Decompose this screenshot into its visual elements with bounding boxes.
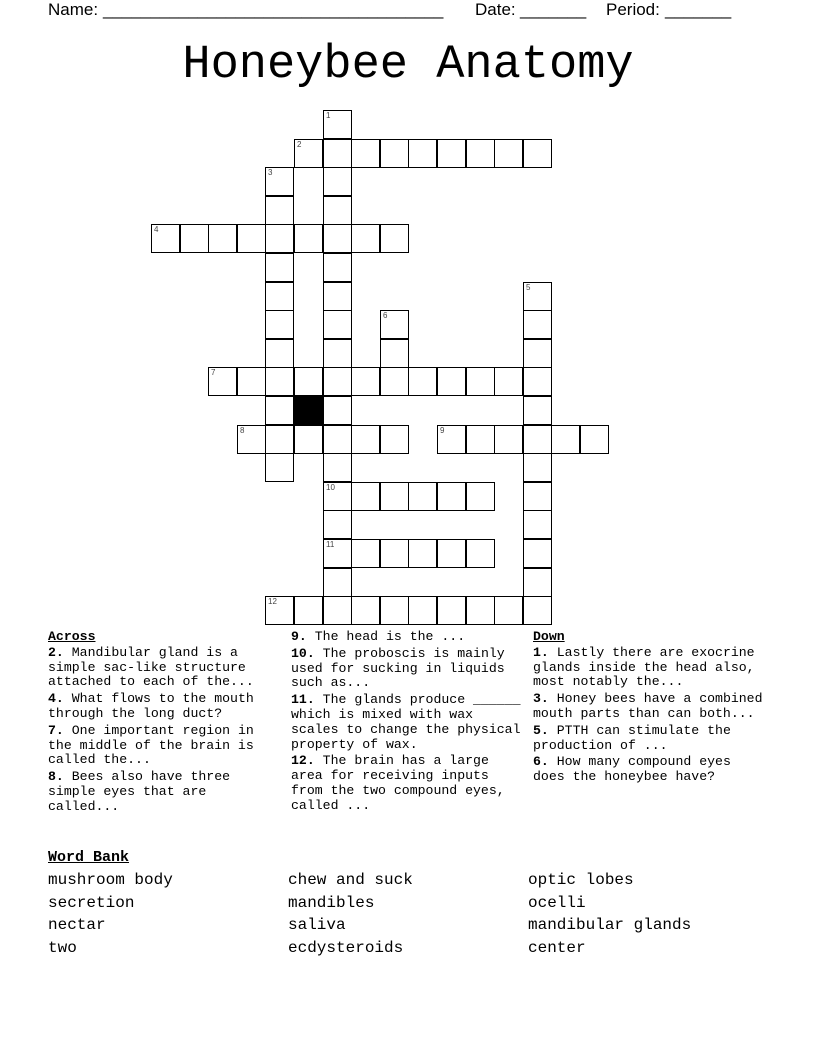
crossword-cell[interactable] [265,367,294,396]
clue-number: 3 [268,168,273,177]
clue-across-2: 2. Mandibular gland is a simple sac-like structure attached to each of the... [48,644,254,690]
crossword-cell[interactable] [351,139,380,168]
crossword-cell[interactable] [466,139,495,168]
period-field[interactable]: _______ [665,0,732,19]
word-bank-heading: Word Bank [48,849,130,866]
crossword-cell[interactable] [351,539,380,568]
clue-across-4: 4. What flows to the mouth through the long duct? [48,691,254,721]
clue-number: 12 [268,597,277,606]
crossword-cell[interactable] [351,596,380,625]
crossword-cell[interactable] [237,425,266,454]
crossword-cell[interactable] [265,196,294,225]
crossword-cell[interactable] [294,425,323,454]
word-bank-item: nectar [48,916,106,934]
crossword-cell[interactable] [323,510,352,539]
crossword-cell[interactable] [180,224,209,253]
crossword-cell[interactable] [523,367,552,396]
word-bank-item: ocelli [528,894,586,912]
clue-number: 4 [154,225,159,234]
crossword-cell[interactable] [323,310,352,339]
crossword-cell[interactable] [523,282,552,311]
crossword-cell[interactable] [466,596,495,625]
crossword-cell[interactable] [323,539,352,568]
date-field[interactable]: _______ [520,0,587,19]
crossword-cell[interactable] [265,596,294,625]
word-bank-item: mandibles [288,894,375,912]
clue-number: 1 [326,111,331,120]
clue-number: 9 [440,426,445,435]
period-label: Period: [606,0,660,19]
crossword-cell[interactable] [208,224,237,253]
crossword-cell[interactable] [323,596,352,625]
crossword-cell[interactable] [408,367,437,396]
crossword-cell[interactable] [237,367,266,396]
crossword-cell[interactable] [437,367,466,396]
crossword-cell[interactable] [380,425,409,454]
word-bank-item: saliva [288,916,346,934]
clue-down-5: 5. PTTH can stimulate the production of ... [533,722,731,753]
page-title: Honeybee Anatomy [182,39,634,92]
date-label: Date: [475,0,516,19]
across-heading: Across [48,629,96,644]
crossword-cell[interactable] [523,510,552,539]
crossword-cell[interactable] [294,367,323,396]
crossword-cell[interactable] [523,596,552,625]
crossword-cell[interactable] [523,453,552,482]
crossword-cell[interactable] [408,539,437,568]
across-clues [48,630,280,817]
clue-number: 2 [297,140,302,149]
crossword-cell[interactable] [523,339,552,368]
crossword-cell[interactable] [580,425,609,454]
crossword-cell[interactable] [265,396,294,425]
crossword-cell[interactable] [494,139,523,168]
crossword-cell[interactable] [351,425,380,454]
crossword-cell[interactable] [265,310,294,339]
word-bank-item: center [528,939,586,957]
crossword-cell[interactable] [265,425,294,454]
crossword-cell[interactable] [323,253,352,282]
clue-across-8: 8. Bees also have three simple eyes that are called... [48,769,231,814]
clue-down-3: 3. Honey bees have a combined mouth parts than can both... [533,691,763,721]
clue-number: 11 [326,540,335,549]
crossword-cell[interactable] [380,482,409,511]
crossword-cell[interactable] [237,224,266,253]
crossword-cell[interactable] [466,367,495,396]
word-bank-item: secretion [48,894,135,912]
crossword-cell[interactable] [323,396,352,425]
name-field[interactable]: ____________________________________ [103,0,444,19]
crossword-cell[interactable] [437,539,466,568]
crossword-cell[interactable] [323,167,352,196]
word-bank-item: chew and suck [288,871,413,889]
clue-number: 10 [326,483,335,492]
crossword-cell[interactable] [437,482,466,511]
crossword-cell[interactable] [523,539,552,568]
crossword-cell[interactable] [380,339,409,368]
clue-number: 5 [526,283,531,292]
crossword-cell[interactable] [351,482,380,511]
crossword-cell[interactable] [380,367,409,396]
crossword-cell[interactable] [408,139,437,168]
crossword-cell[interactable] [208,367,237,396]
crossword-cell[interactable] [294,596,323,625]
crossword-cell[interactable] [437,596,466,625]
crossword-cell[interactable] [151,224,180,253]
clue-across-11: 11. The glands produce ______ which is mixed with wax scales to change the physical property of wax. [291,692,521,752]
crossword-cell[interactable] [523,396,552,425]
crossword-cell[interactable] [408,482,437,511]
crossword-cell[interactable] [323,453,352,482]
crossword-cell[interactable] [523,568,552,597]
down-clues [533,630,768,787]
word-bank-item: ecdysteroids [288,939,404,957]
crossword-cell[interactable] [351,367,380,396]
crossword-cell[interactable] [380,224,409,253]
crossword-cell[interactable] [323,224,352,253]
crossword-cell[interactable] [351,224,380,253]
crossword-cell[interactable] [466,425,495,454]
crossword-cell[interactable] [265,167,294,196]
word-bank-item: two [48,939,77,957]
clue-across-7: 7. One important region in the middle of the brain is called the... [48,722,254,768]
crossword-cell[interactable] [323,482,352,511]
clue-across-12: 12. The brain has a large area for receiving inputs from the two compound eyes, called ... [291,753,505,813]
crossword-cell[interactable] [437,139,466,168]
crossword-cell[interactable] [323,339,352,368]
black-square [294,396,323,425]
clue-across-10: 10. The proboscis is mainly used for sucking in liquids such as... [291,645,505,691]
crossword-cell[interactable] [265,253,294,282]
crossword-cell[interactable] [551,425,580,454]
crossword-cell[interactable] [323,282,352,311]
crossword-cell[interactable] [323,139,352,168]
crossword-cell[interactable] [380,596,409,625]
clue-number: 7 [211,368,216,377]
crossword-cell[interactable] [494,596,523,625]
clue-down-1: 1. Lastly there are exocrine glands inside the head also, most notably the... [533,644,755,690]
crossword-cell[interactable] [523,482,552,511]
crossword-cell[interactable] [265,282,294,311]
crossword-cell[interactable] [323,425,352,454]
word-bank-item: mandibular glands [528,916,692,934]
across-clues-continued [291,630,523,816]
crossword-cell[interactable] [437,425,466,454]
clue-number: 6 [383,311,388,320]
crossword-cell[interactable] [323,196,352,225]
word-bank-item: mushroom body [48,871,173,889]
clue-across-9: 9. The head is the ... [291,629,466,644]
name-label: Name: [48,0,99,19]
crossword-cell[interactable] [323,110,352,139]
crossword-cell[interactable] [494,425,523,454]
clue-down-6: 6. How many compound eyes does the honeybee have? [533,754,731,785]
crossword-cell[interactable] [466,539,495,568]
clue-number: 8 [240,426,245,435]
crossword-cell[interactable] [494,367,523,396]
crossword-cell[interactable] [380,310,409,339]
crossword-cell[interactable] [323,568,352,597]
crossword-cell[interactable] [380,539,409,568]
down-heading: Down [533,629,565,644]
crossword-cell[interactable] [294,224,323,253]
crossword-cell[interactable] [523,139,552,168]
crossword-cell[interactable] [265,224,294,253]
crossword-cell[interactable] [466,482,495,511]
crossword-cell[interactable] [523,310,552,339]
crossword-cell[interactable] [265,453,294,482]
crossword-cell[interactable] [323,367,352,396]
word-bank-item: optic lobes [528,871,634,889]
crossword-cell[interactable] [380,139,409,168]
crossword-cell[interactable] [265,339,294,368]
crossword-cell[interactable] [294,139,323,168]
crossword-cell[interactable] [523,425,552,454]
crossword-cell[interactable] [408,596,437,625]
